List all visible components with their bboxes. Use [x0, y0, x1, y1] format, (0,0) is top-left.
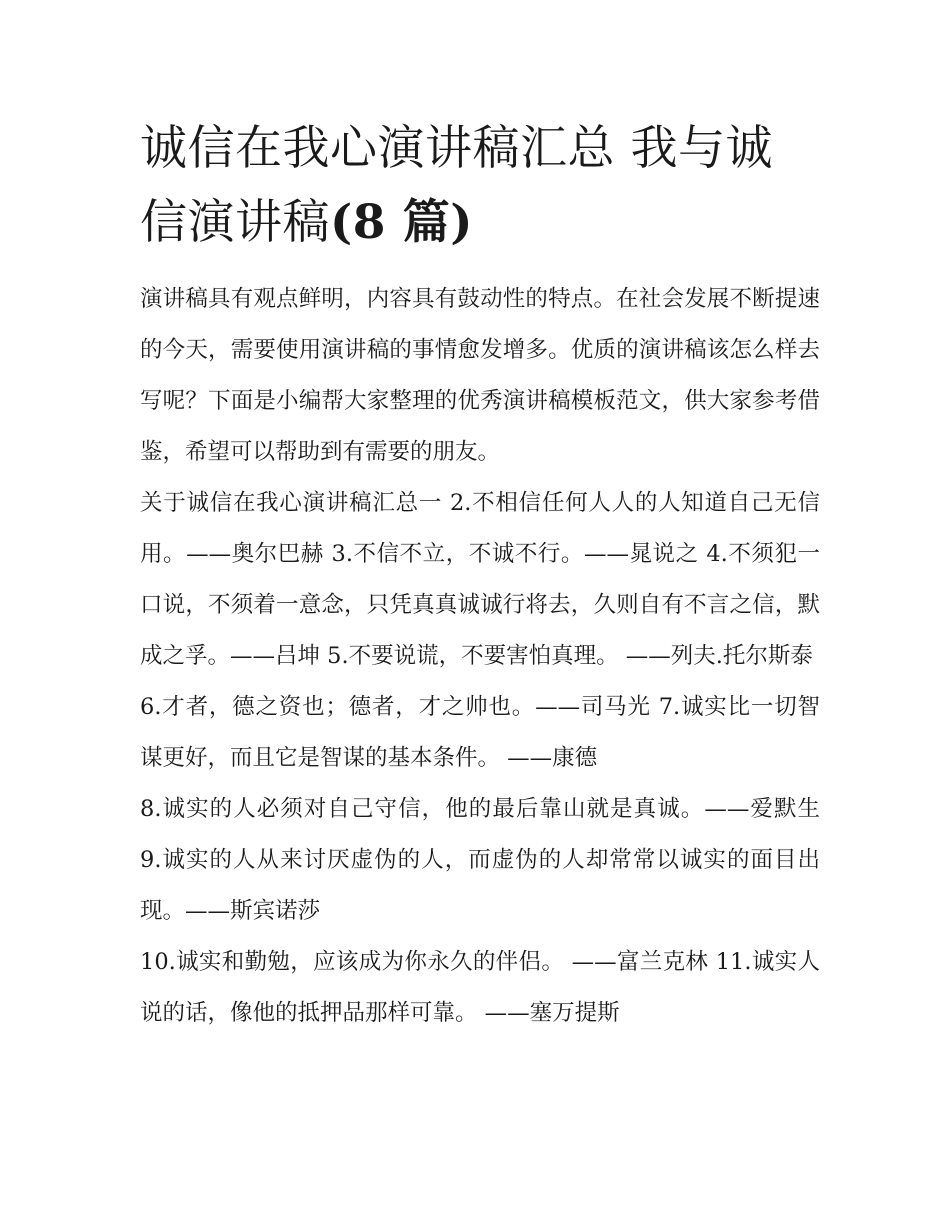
document-title — [140, 112, 820, 260]
document-page — [140, 112, 820, 1039]
quotes-paragraph-1: 关于诚信在我心演讲稿汇总一 2.不相信任何人人的人知道自己无信用。——奥尔巴赫 3.不信不立，不诚不行。——晁说之 4.不须犯一口说，不须着一意念，只凭真真诚诚行将去，久则自有不言之信，默成之孚。——吕坤 5.不要说谎，不要害怕真理。 ——列夫.托尔斯泰 — [140, 490, 820, 669]
quotes-paragraph-3: 8.诚实的人必须对自己守信，他的最后靠山就是真诚。——爱默生 9.诚实的人从来讨厌虚伪的人，而虚伪的人却常常以诚实的面目出现。——斯宾诺莎 — [140, 796, 820, 924]
intro-paragraph: 演讲稿具有观点鲜明，内容具有鼓动性的特点。在社会发展不断提速的今天，需要使用演讲稿的事情愈发增多。优质的演讲稿该怎么样去写呢？下面是小编帮大家整理的优秀演讲稿模板范文，供大家参考借鉴，希望可以帮助到有需要的朋友。 — [140, 286, 820, 465]
quotes-paragraph-4: 10.诚实和勤勉，应该成为你永久的伴侣。 ——富兰克林 11.诚实人说的话，像他的抵押品那样可靠。 ——塞万提斯 — [140, 949, 820, 1026]
title-main-text: 诚信在我心演讲稿汇总 我与诚信演讲稿 — [140, 121, 773, 250]
title-count-text: (8 篇) — [330, 195, 474, 250]
quotes-paragraph-2: 6.才者，德之资也；德者，才之帅也。——司马光 7.诚实比一切智谋更好，而且它是智谋的基本条件。 ——康德 — [140, 694, 820, 771]
